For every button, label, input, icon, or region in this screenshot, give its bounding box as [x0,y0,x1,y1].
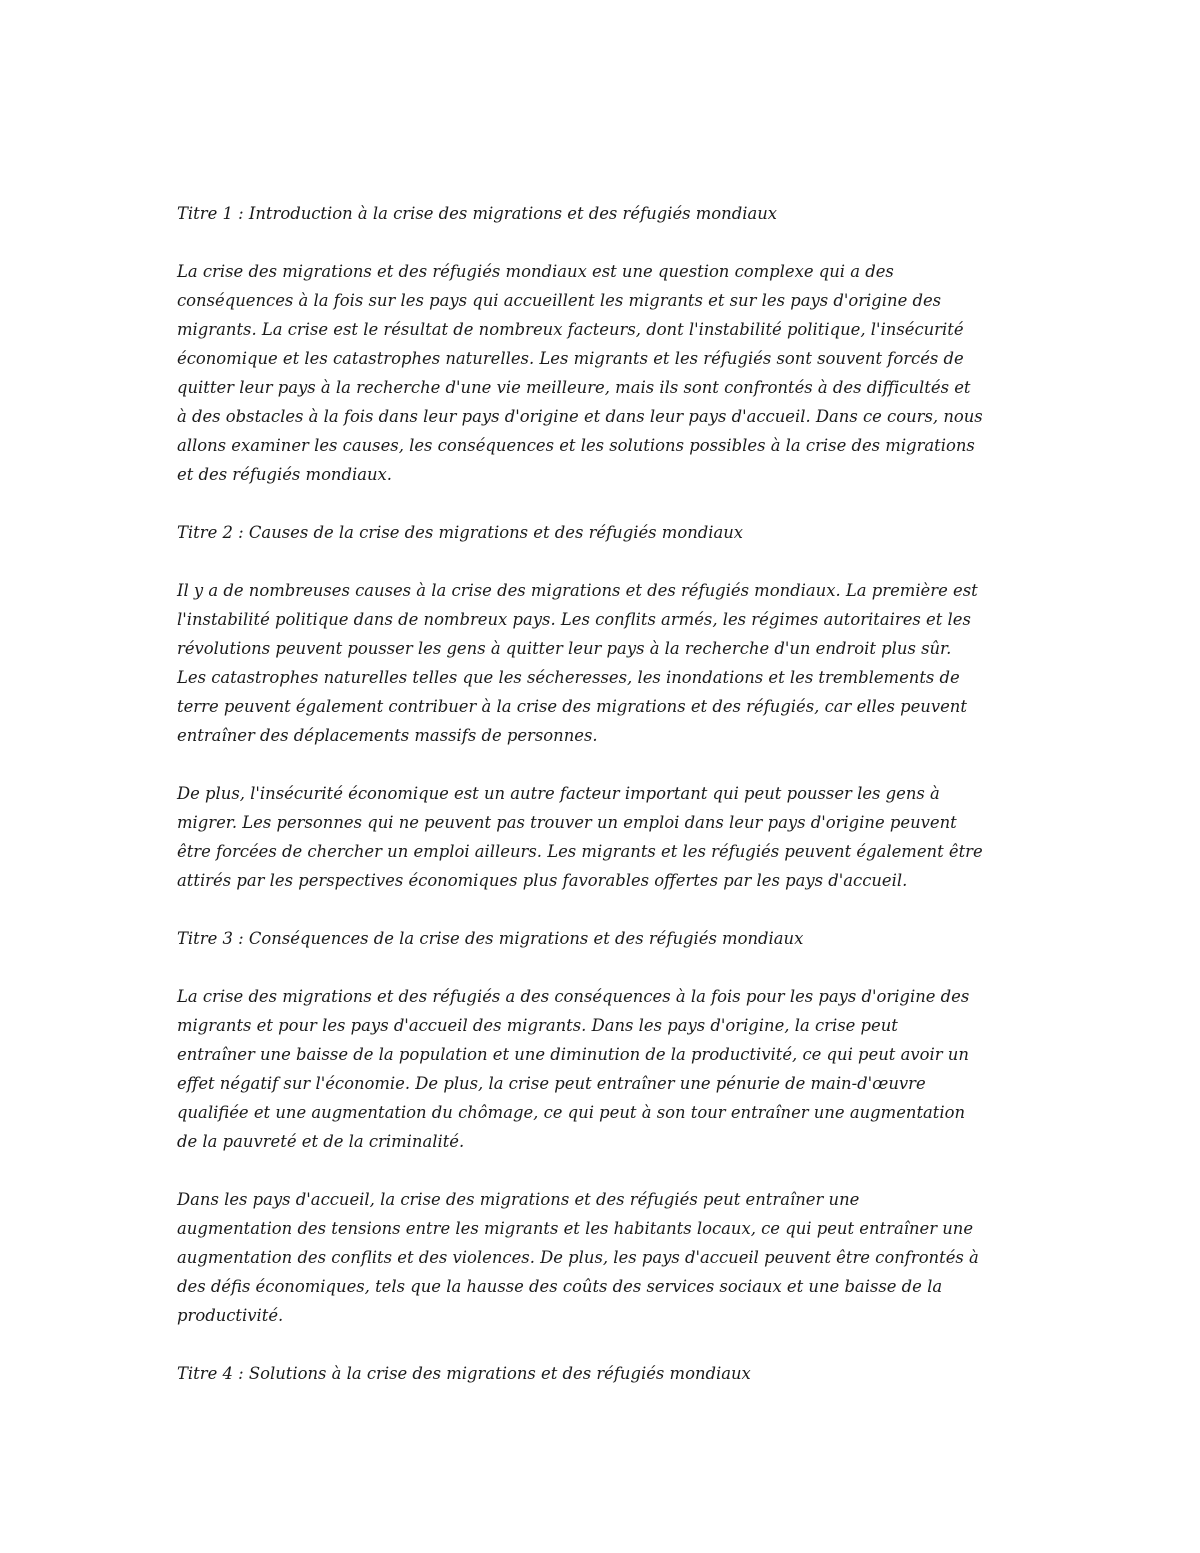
body-paragraph [177,1185,1037,1330]
text-line: et des réfugiés mondiaux. [177,465,393,484]
text-line: augmentation des conflits et des violences. De plus, les pays d'accueil peuvent être confrontés à [177,1248,979,1267]
text-line: Titre 4 : Solutions à la crise des migrations et des réfugiés mondiaux [177,1364,751,1383]
text-line: entraîner une baisse de la population et une diminution de la productivité, ce qui peut avoir un [177,1045,969,1064]
text-line: productivité. [177,1306,284,1325]
document-body [177,199,1037,1417]
text-line: terre peuvent également contribuer à la crise des migrations et des réfugiés, car elles peuvent [177,697,967,716]
text-line: De plus, l'insécurité économique est un autre facteur important qui peut pousser les gens à [177,784,940,803]
text-line: quitter leur pays à la recherche d'une vie meilleure, mais ils sont confrontés à des difficultés et [177,378,971,397]
body-paragraph [177,576,1037,750]
body-paragraph [177,982,1037,1156]
text-line: La crise des migrations et des réfugiés mondiaux est une question complexe qui a des [177,262,894,281]
text-line: révolutions peuvent pousser les gens à quitter leur pays à la recherche d'un endroit plus sûr. [177,639,952,658]
text-line: allons examiner les causes, les conséquences et les solutions possibles à la crise des migrations [177,436,975,455]
section-heading [177,199,1037,228]
text-line: migrants. La crise est le résultat de nombreux facteurs, dont l'instabilité politique, l'insécurité [177,320,964,339]
text-line: Dans les pays d'accueil, la crise des migrations et des réfugiés peut entraîner une [177,1190,860,1209]
text-line: de la pauvreté et de la criminalité. [177,1132,465,1151]
text-line: effet négatif sur l'économie. De plus, la crise peut entraîner une pénurie de main-d'œuvre [177,1074,926,1093]
text-line: migrer. Les personnes qui ne peuvent pas trouver un emploi dans leur pays d'origine peuvent [177,813,957,832]
text-line: Il y a de nombreuses causes à la crise des migrations et des réfugiés mondiaux. La première est [177,581,978,600]
section-heading [177,1359,1037,1388]
text-line: Titre 1 : Introduction à la crise des migrations et des réfugiés mondiaux [177,204,778,223]
text-line: Titre 3 : Conséquences de la crise des migrations et des réfugiés mondiaux [177,929,804,948]
text-line: migrants et pour les pays d'accueil des migrants. Dans les pays d'origine, la crise peut [177,1016,898,1035]
body-paragraph [177,257,1037,489]
text-line: attirés par les perspectives économiques plus favorables offertes par les pays d'accueil. [177,871,908,890]
section-heading [177,924,1037,953]
text-line: La crise des migrations et des réfugiés a des conséquences à la fois pour les pays d'origine des [177,987,970,1006]
text-line: Les catastrophes naturelles telles que les sécheresses, les inondations et les tremblements de [177,668,960,687]
body-paragraph [177,779,1037,895]
text-line: l'instabilité politique dans de nombreux pays. Les conflits armés, les régimes autoritaires et les [177,610,971,629]
section-heading [177,518,1037,547]
text-line: à des obstacles à la fois dans leur pays d'origine et dans leur pays d'accueil. Dans ce cours, nous [177,407,983,426]
text-line: être forcées de chercher un emploi ailleurs. Les migrants et les réfugiés peuvent également être [177,842,983,861]
text-line: entraîner des déplacements massifs de personnes. [177,726,598,745]
text-line: des défis économiques, tels que la hausse des coûts des services sociaux et une baisse de la [177,1277,943,1296]
text-line: Titre 2 : Causes de la crise des migrations et des réfugiés mondiaux [177,523,744,542]
text-line: augmentation des tensions entre les migrants et les habitants locaux, ce qui peut entraîner une [177,1219,974,1238]
text-line: conséquences à la fois sur les pays qui accueillent les migrants et sur les pays d'origine des [177,291,942,310]
text-line: qualifiée et une augmentation du chômage, ce qui peut à son tour entraîner une augmentation [177,1103,966,1122]
text-line: économique et les catastrophes naturelles. Les migrants et les réfugiés sont souvent forcés de [177,349,964,368]
